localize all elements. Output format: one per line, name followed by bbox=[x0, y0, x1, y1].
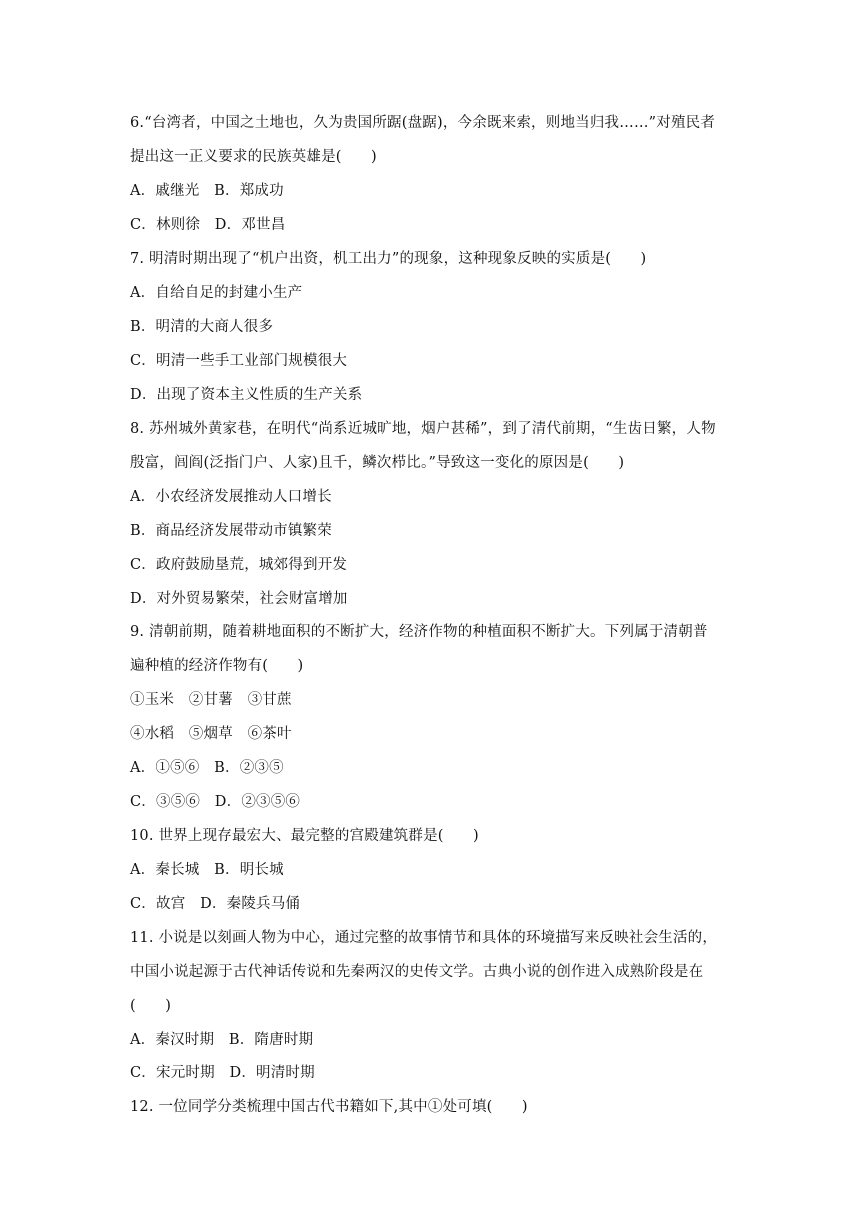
question-9-items-line-2: ④水稻 ⑤烟草 ⑥茶叶 bbox=[130, 726, 292, 742]
question-7-stem: 7. 明清时期出现了“机户出资，机工出力”的现象，这种现象反映的实质是( ) bbox=[130, 251, 647, 267]
question-9-stem-line-2: 遍种植的经济作物有( ) bbox=[130, 658, 304, 674]
question-8-option-d: D．对外贸易繁荣，社会财富增加 bbox=[130, 591, 348, 607]
question-11-stem-line-1: 11. 小说是以刻画人物为中心，通过完整的故事情节和具体的环境描写来反映社会生活的， bbox=[130, 930, 718, 946]
question-12-stem: 12. 一位同学分类梳理中国古代书籍如下,其中①处可填( ) bbox=[130, 1099, 528, 1115]
question-9-options-cd: C．③⑤⑥ D．②③⑤⑥ bbox=[130, 794, 301, 810]
question-6-options-cd: C．林则徐 D．邓世昌 bbox=[130, 217, 286, 233]
question-10-stem: 10. 世界上现存最宏大、最完整的宫殿建筑群是( ) bbox=[130, 828, 479, 844]
question-11-stem-line-2: 中国小说起源于古代神话传说和先秦两汉的史传文学。古典小说的创作进入成熟阶段是在 bbox=[130, 964, 704, 980]
question-11-options-cd: C．宋元时期 D．明清时期 bbox=[130, 1065, 315, 1081]
question-6-options-ab: A．戚继光 B．郑成功 bbox=[130, 183, 284, 199]
question-11-options-ab: A．秦汉时期 B．隋唐时期 bbox=[130, 1032, 314, 1048]
question-6-stem-line-2: 提出这一正义要求的民族英雄是( ) bbox=[130, 149, 377, 165]
question-9-options-ab: A．①⑤⑥ B．②③⑤ bbox=[130, 760, 284, 776]
question-9-items-line-1: ①玉米 ②甘薯 ③甘蔗 bbox=[130, 692, 292, 708]
question-11-stem-line-3: ( ) bbox=[130, 998, 172, 1014]
question-8-option-b: B．商品经济发展带动市镇繁荣 bbox=[130, 523, 332, 539]
question-10-options-ab: A．秦长城 B．明长城 bbox=[130, 862, 284, 878]
question-7-option-b: B．明清的大商人很多 bbox=[130, 319, 274, 335]
question-8-option-a: A．小农经济发展推动人口增长 bbox=[130, 489, 332, 505]
question-8-stem-line-1: 8. 苏州城外黄家巷，在明代“尚系近城旷地，烟户甚稀”，到了清代前期，“生齿日繁，人物 bbox=[130, 421, 716, 437]
question-7-option-a: A．自给自足的封建小生产 bbox=[130, 285, 303, 301]
question-10-options-cd: C．故宫 D．秦陵兵马俑 bbox=[130, 896, 301, 912]
question-7-option-d: D．出现了资本主义性质的生产关系 bbox=[130, 387, 363, 403]
question-8-stem-line-2: 殷富，闾阎(泛指门户、人家)且千，鳞次栉比。”导致这一变化的原因是( ) bbox=[130, 455, 625, 471]
question-6-stem-line-1: 6.“台湾者，中国之土地也，久为贵国所踞(盘踞)，今余既来索，则地当归我……”对殖民者 bbox=[130, 115, 716, 131]
question-8-option-c: C．政府鼓励垦荒，城郊得到开发 bbox=[130, 557, 348, 573]
question-7-option-c: C．明清一些手工业部门规模很大 bbox=[130, 353, 348, 369]
question-9-stem-line-1: 9. 清朝前期，随着耕地面积的不断扩大，经济作物的种植面积不断扩大。下列属于清朝普 bbox=[130, 624, 708, 640]
